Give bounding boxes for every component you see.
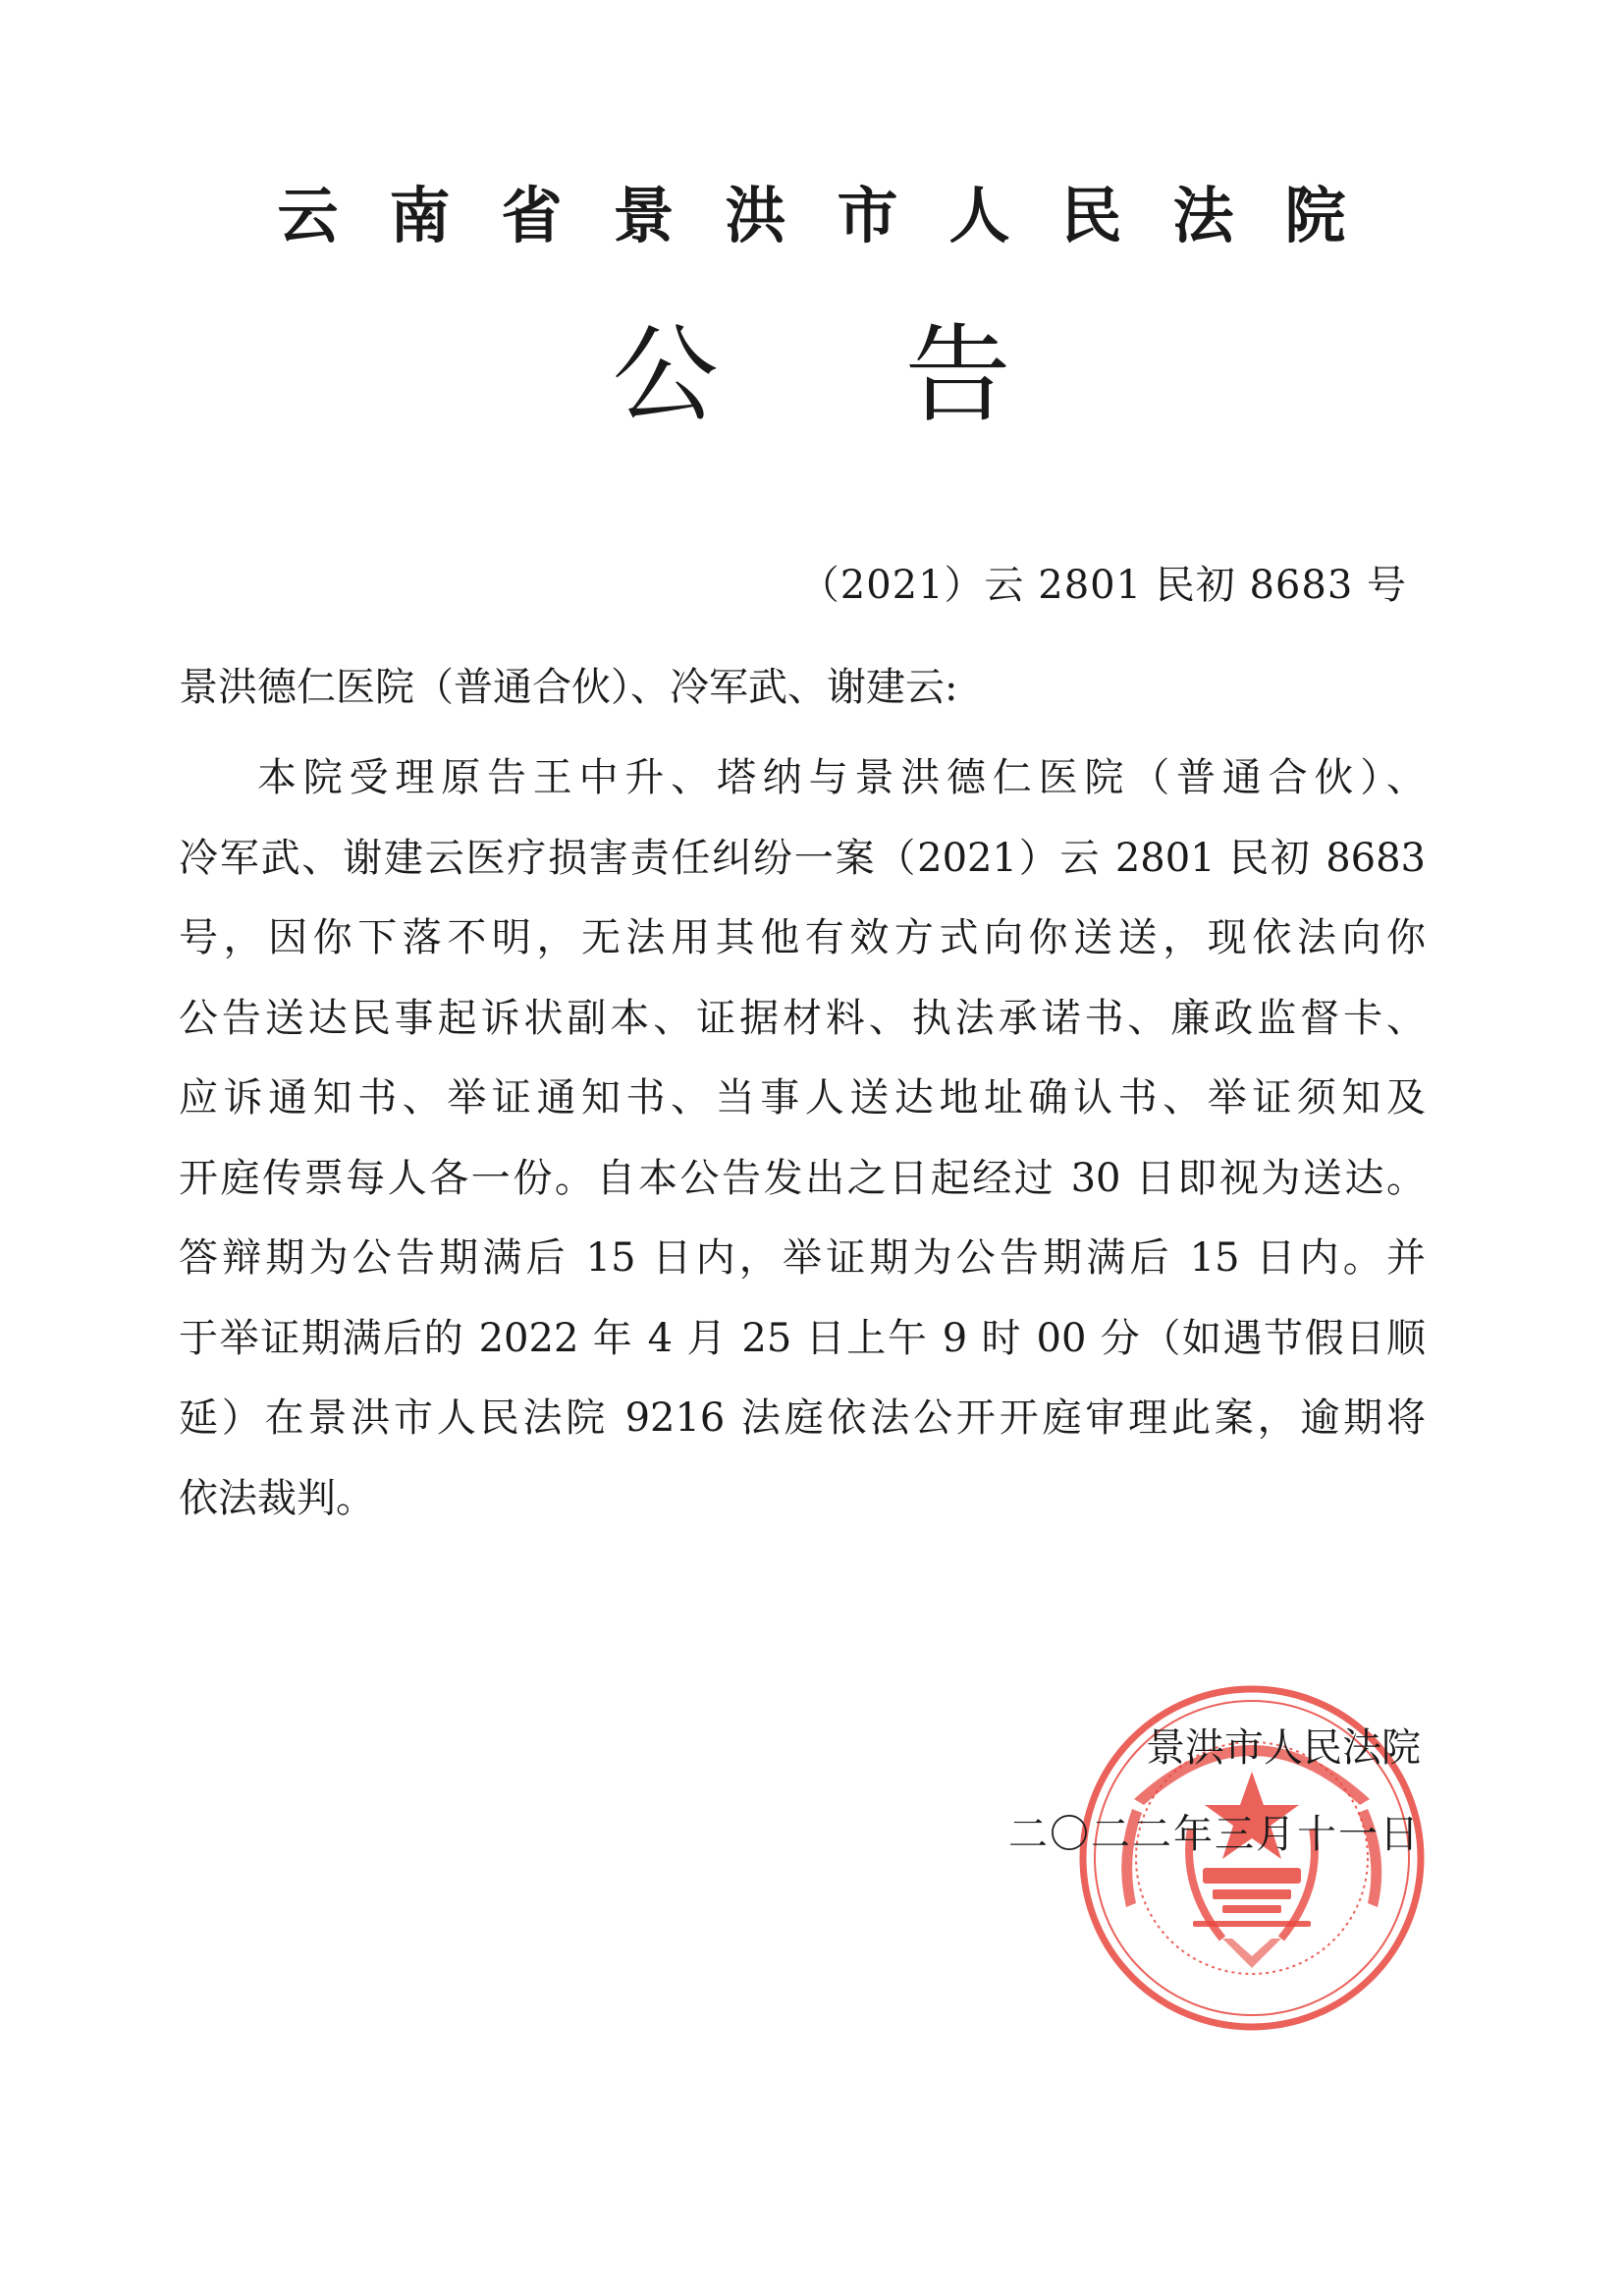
signing-court: 景洪市人民法院 [1146, 1725, 1421, 1771]
body-line: 本院受理原告王中升、塔纳与景洪德仁医院（普通合伙）、 [257, 755, 1426, 800]
addressee: 景洪德仁医院（普通合伙）、冷军武、谢建云: [179, 665, 958, 710]
body-line: 延）在景洪市人民法院 9216 法庭依法公开开庭审理此案，逾期将 [179, 1395, 1426, 1441]
body-line: 冷军武、谢建云医疗损害责任纠纷一案（2021）云 2801 民初 8683 [179, 835, 1426, 881]
body-line: 应诉通知书、举证通知书、当事人送达地址确认书、举证须知及 [179, 1075, 1426, 1121]
body-line: 答辩期为公告期满后 15 日内，举证期为公告期满后 15 日内。并 [179, 1235, 1426, 1281]
court-name: 云南省景洪市人民法院 [277, 180, 1397, 251]
body-line: 开庭传票每人各一份。自本公告发出之日起经过 30 日即视为送达。 [179, 1155, 1426, 1201]
case-number: （2021）云 2801 民初 8683 号 [799, 563, 1407, 608]
body-line: 公告送达民事起诉状副本、证据材料、执法承诺书、廉政监督卡、 [179, 995, 1426, 1041]
signing-date: 二〇二二年三月十一日 [1008, 1812, 1421, 1857]
body-line: 依法裁判。 [179, 1475, 375, 1521]
body-line: 号，因你下落不明，无法用其他有效方式向你送送，现依法向你 [179, 915, 1426, 960]
body-line: 于举证期满后的 2022 年 4 月 25 日上午 9 时 00 分（如遇节假日顺 [179, 1315, 1426, 1361]
document-title: 公告 [612, 314, 1198, 437]
notice-body [179, 738, 1426, 1539]
